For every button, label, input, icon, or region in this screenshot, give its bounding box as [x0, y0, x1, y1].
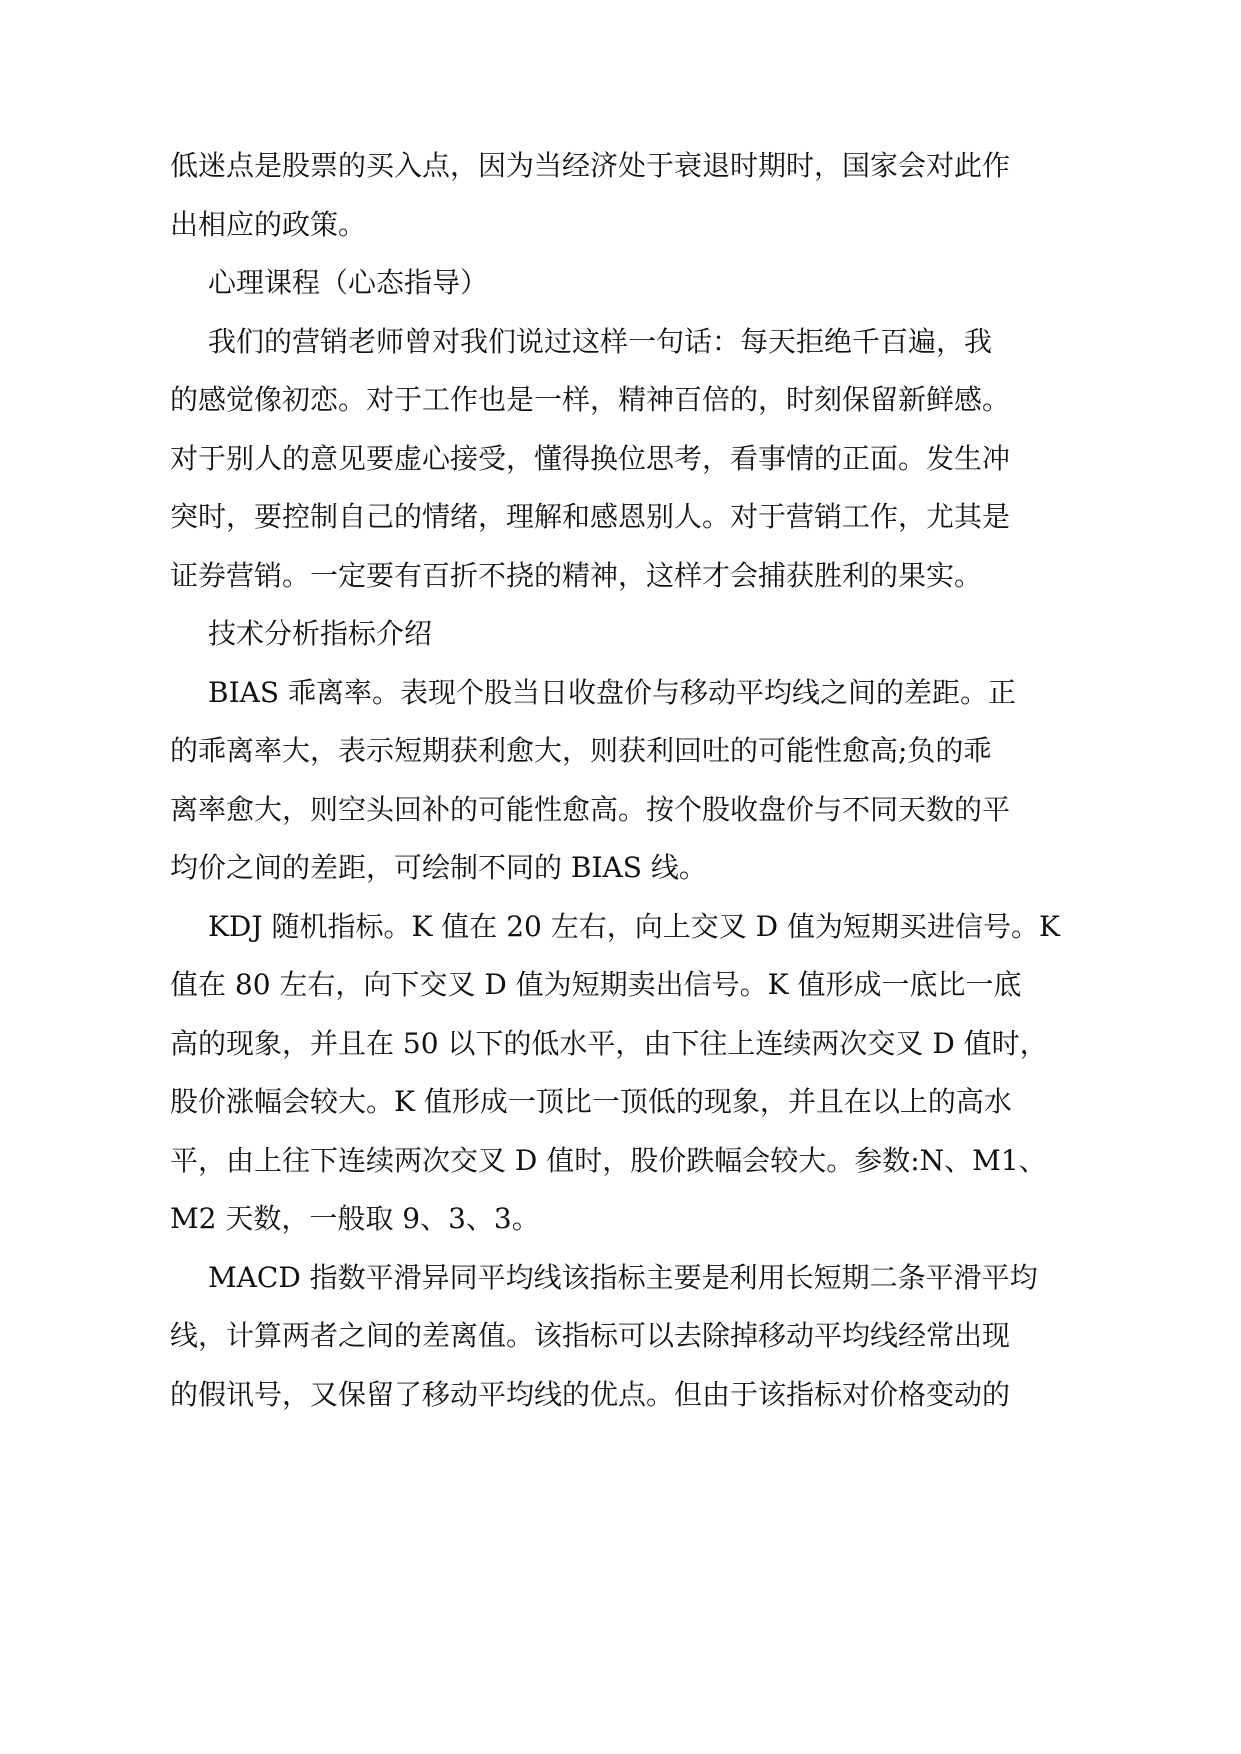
text-line: BIAS 乖离率。表现个股当日收盘价与移动平均线之间的差距。正	[208, 676, 1016, 709]
text-line: 的假讯号，又保留了移动平均线的优点。但由于该指标对价格变动的	[170, 1378, 1011, 1411]
section-heading: 技术分析指标介绍	[208, 617, 433, 650]
text-line: 低迷点是股票的买入点，因为当经济处于衰退时期时，国家会对此作	[170, 149, 1011, 182]
text-line: 离率愈大，则空头回补的可能性愈高。按个股收盘价与不同天数的平	[170, 793, 1011, 826]
section-heading: 心理课程（心态指导）	[208, 266, 489, 299]
text-line: 平，由上往下连续两次交叉 D 值时，股价跌幅会较大。参数:N、M1、	[170, 1144, 1047, 1177]
text-line: 高的现象，并且在 50 以下的低水平，由下往上连续两次交叉 D 值时，	[170, 1027, 1048, 1060]
text-line: 突时，要控制自己的情绪，理解和感恩别人。对于营销工作，尤其是	[170, 500, 1011, 533]
text-line: 值在 80 左右，向下交叉 D 值为短期卖出信号。K 值形成一底比一底	[170, 968, 1022, 1001]
text-line: 对于别人的意见要虚心接受，懂得换位思考，看事情的正面。发生冲	[170, 442, 1011, 475]
text-line: 出相应的政策。	[170, 208, 367, 241]
text-line: 的感觉像初恋。对于工作也是一样，精神百倍的，时刻保留新鲜感。	[170, 383, 1011, 416]
text-line: 均价之间的差距，可绘制不同的 BIAS 线。	[170, 851, 707, 884]
text-line: KDJ 随机指标。K 值在 20 左右，向上交叉 D 值为短期买进信号。K	[208, 910, 1060, 943]
text-line: 证券营销。一定要有百折不挠的精神，这样才会捕获胜利的果实。	[170, 559, 983, 592]
text-line: 我们的营销老师曾对我们说过这样一句话：每天拒绝千百遍，我	[208, 325, 993, 358]
text-line: MACD 指数平滑异同平均线该指标主要是利用长短期二条平滑平均	[208, 1261, 1038, 1294]
text-line: 股价涨幅会较大。K 值形成一顶比一顶低的现象，并且在以上的高水	[170, 1085, 1012, 1118]
text-line: 线，计算两者之间的差离值。该指标可以去除掉移动平均线经常出现	[170, 1319, 1011, 1352]
text-line: 的乖离率大，表示短期获利愈大，则获利回吐的可能性愈高;负的乖	[170, 734, 992, 767]
text-line: M2 天数，一般取 9、3、3。	[170, 1202, 540, 1235]
